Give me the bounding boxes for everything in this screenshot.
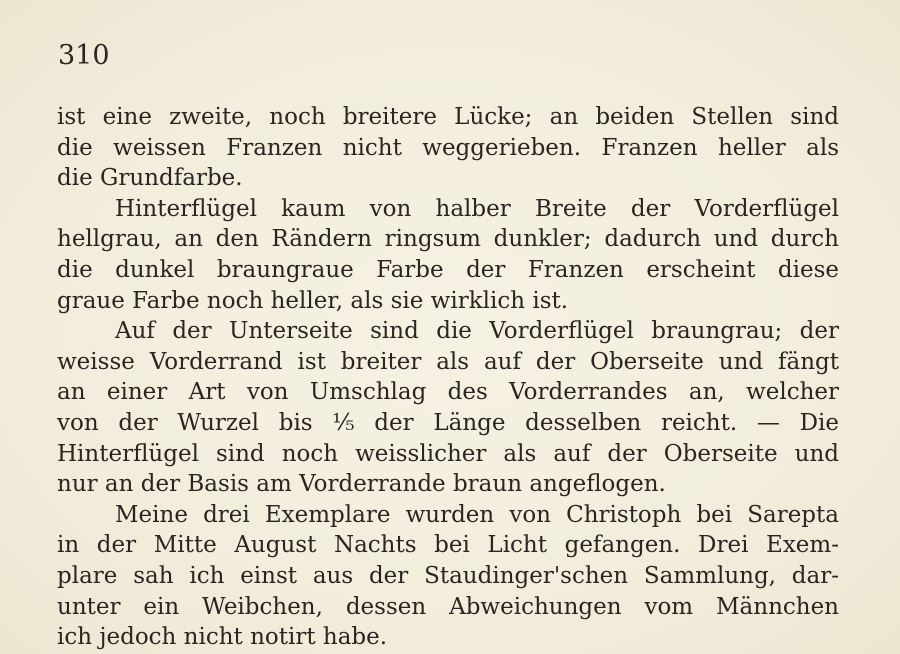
text-line-12: Hinterflügel sind noch weisslicher als auf der Oberseite und (57, 440, 839, 467)
text-line-5: hellgrau, an den Rändern ringsum dunkler; dadurch und durch (57, 226, 839, 253)
text-line-11: von der Wurzel bis ¹⁄₅ der Länge desselben reicht. — Die (57, 409, 839, 436)
text-line-9: weisse Vorderrand ist breiter als auf der Oberseite und fängt (57, 348, 839, 375)
text-line-13: nur an der Basis am Vorderrande braun angeflogen. (57, 471, 666, 498)
text-line-10: an einer Art von Umschlag des Vorderrandes an, welcher (57, 379, 839, 406)
text-line-14: Meine drei Exemplare wurden von Christoph bei Sarepta (115, 501, 839, 528)
text-line-3: die Grundfarbe. (57, 165, 243, 192)
text-line-15: in der Mitte August Nachts bei Licht gefangen. Drei Exem- (57, 532, 839, 559)
text-line-7: graue Farbe noch heller, als sie wirklich ist. (57, 287, 569, 314)
text-line-17: unter ein Weibchen, dessen Abweichungen vom Männchen (57, 593, 839, 620)
text-line-2: die weissen Franzen nicht weggerieben. Franzen heller als (57, 134, 839, 161)
page-number: 310 (58, 40, 110, 71)
text-line-6: die dunkel braungraue Farbe der Franzen erscheint diese (57, 256, 839, 283)
text-line-4: Hinterflügel kaum von halber Breite der Vorderflügel (115, 195, 839, 222)
text-line-16: plare sah ich einst aus der Staudinger'schen Sammlung, dar- (57, 562, 839, 589)
text-line-18: ich jedoch nicht notirt habe. (57, 624, 388, 651)
text-line-8: Auf der Unterseite sind die Vorderflügel braungrau; der (115, 318, 839, 345)
text-line-1: ist eine zweite, noch breitere Lücke; an beiden Stellen sind (57, 104, 839, 130)
body-text (57, 102, 839, 653)
